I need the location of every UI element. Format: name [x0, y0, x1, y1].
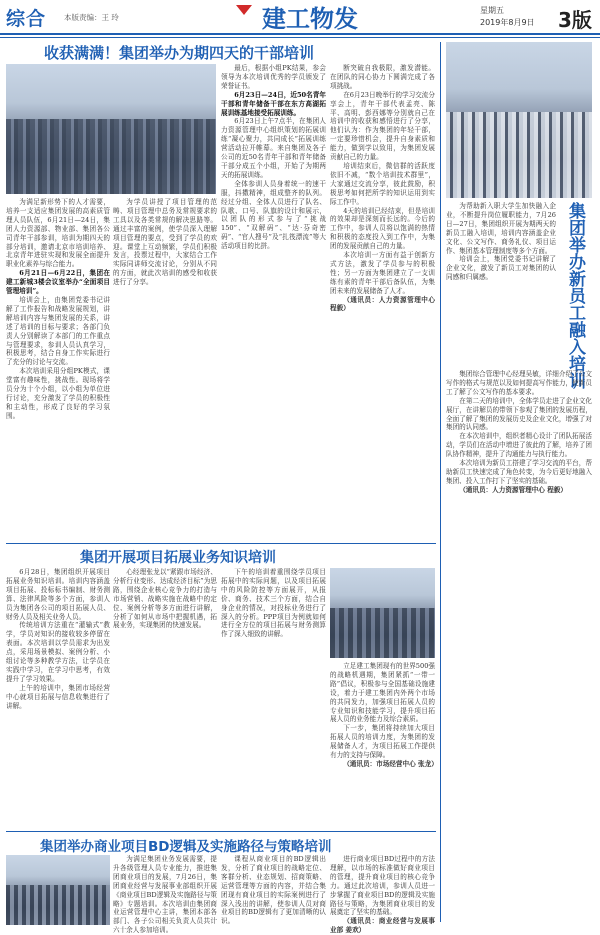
paragraph: 4天的培训已经结束，但是培训的效果却是深刻而长远的。今后的工作中，参训人员将以饱满的热情和积极的态度投入到工作中，为集团的发展贡献自己的力量。 — [330, 206, 435, 251]
paragraph: 上午的培训中，集团市场经营中心就项目拓展与信息收集进行了讲解。 — [6, 683, 110, 710]
article1-column-1b — [113, 198, 217, 541]
subheading: 6月21日—6月22日，集团在建工新城3楼会议室举办“全面项目管理培训”。 — [6, 269, 110, 296]
article3-column-1 — [113, 855, 217, 935]
page-number: 3版 — [558, 8, 592, 32]
article3-rule — [6, 831, 436, 832]
article3-title: 集团举办商业项目BD逻辑及实施路径与策略培训 — [40, 839, 332, 855]
article2-title: 集团开展项目拓展业务知识培训 — [80, 550, 276, 566]
article1-byline: （通讯员：人力资源管理中心 程毅） — [330, 295, 435, 313]
paragraph: 最后，根据小组PK结果，参会领导为本次培训优秀的学员颁发了荣誉证书。 — [221, 64, 326, 90]
paragraph: 集团综合管理中心经理吴敏，详细介绍了公文写作的格式与规范以及如何提高写作能力，使新员工了解了公文写作的基本要求。 — [446, 370, 592, 396]
paragraph: 6月23日上午7点半，在集团人力资源管理中心组织策划的拓展训练“凝心聚力，共同成长”拓展训练营活动拉开帷幕。来自集团及各子公司的近50名青年干部和青年储备干部分成五个小组，开始了为期两天的拓展训练。 — [221, 117, 326, 179]
article1-column-2 — [221, 64, 326, 541]
paragraph: 在本次培训中，组织者精心设计了团队拓展活动，学员们在活动中增进了彼此的了解，培养了团队协作精神，提升了沟通能力与执行能力。 — [446, 432, 592, 459]
article1-photo — [6, 64, 216, 194]
paragraph: 立足建工集团现有的世界500强的战略机遇期，集团紧抓“一带一路”倡议，积极参与全国基础设施建设，着力于建工集团内外两个市场的共同发力，加强项目拓展人员的专业知识和技能学习，提升项目拓展人员的业务能力及综合素质。 — [330, 662, 435, 724]
sidebar-divider — [440, 42, 441, 922]
article1-title: 收获满满！集团举办为期四天的干部培训 — [44, 44, 315, 62]
paragraph: 传统培训方法重在“灌输式”教学，学员对知识的接收较多停留在表面。本次培训以学员需求为出发点，采用场景模拟、案例分析、小组讨论等多种教学方法，让学员在实践中学习，在学习中思考，有效提升了学习效果。 — [6, 621, 110, 683]
paragraph: 下一步，集团将持续加大项目拓展人员的培训力度，为集团的发展储备人才，为项目拓展工作提供有力的支持与保障。 — [330, 724, 435, 760]
article2-column-4 — [330, 662, 438, 828]
article2-column-2 — [113, 568, 217, 828]
header-rule-thin — [0, 37, 600, 38]
paragraph: 在第二天的培训中，全体学员走进了企业文化展厅，在讲解员的带领下参观了集团的发展历程，全面了解了集团的发展历史及企业文化，增强了对集团的认同感。 — [446, 396, 592, 432]
sidebar-byline: （通讯员：人力资源管理中心 程毅） — [459, 485, 567, 494]
paragraph: 培训结束后，微信群的活跃度依旧不减，“数个培训技术群里”，大家通过交流分享，彼此鼓励，积极思考如何把所学的知识运用到实际工作中。 — [330, 161, 435, 206]
article3-photo — [6, 855, 110, 925]
issue-weekday: 星期五 — [480, 6, 504, 15]
sidebar-column-top — [446, 202, 556, 367]
article2-photo — [330, 568, 435, 658]
article2-byline: （通讯员：市场经营中心 张龙） — [343, 759, 438, 768]
paragraph: 本次培训一方面有益于创新方式方法，激发了学员参与的积极性；另一方面为集团建立了一支训练有素的青年干部后备队伍，为集团未来的发展储备了人才。 — [330, 251, 435, 295]
subheading: 6月23日—24日，近50名青年干部和青年储备干部在东方高湖拓展训练基地接受拓展训练。 — [221, 90, 326, 117]
article3-byline: （通讯员：商业经营与发展事业部 姜欢） — [330, 917, 435, 935]
issue-date: 2019年8月9日 — [480, 18, 535, 27]
article1-column-3 — [330, 64, 435, 541]
paragraph: 为满足新形势下的人才需要，培养一支适应集团发展的高素质管理人员队伍，6月21日—24日，集团人力资源部、物业部、集团各公司青年干部参训，培训为期四天的部分培训，邀请北京市培训培养、北京青年进驻实现和发展全面提升职业化素养与综合能力。 — [6, 198, 110, 269]
header-rule — [0, 33, 600, 35]
paragraph: 下午的培训着重围绕学员项目拓展中的实际问题，以及项目拓展中的风险防控等方面展开，从报价、商务、技术三个方面，结合自身企业的情况，对投标业务进行了深入的分析。PPP项目为例就如何进行全方位的项目拓展与财务测算作了深入细致的讲解。 — [221, 568, 326, 639]
paragraph: 进行商业项目BD过程中的方法理解，以市场的标准做好商业项目的管理，提升商业项目的核心竞争力。通过此次培训，参训人员进一步掌握了商业项目BD的逻辑及实施路径与策略，为集团商业项目的发展奠定了坚实的基础。 — [330, 855, 435, 917]
page-editor: 本版责编：王 玲 — [64, 13, 119, 22]
masthead-logo — [232, 1, 370, 34]
paragraph: 在6月23日晚举行的学习交流分享会上，青年干部代表孟亮、陈平、高明、彭西娜等分别就自己在培训中的收获和感悟进行了分享，他们认为：作为集团的年轻干部，一定要珍惜机会，提升自身素质和能力，做到学以致用，为集团发展贡献自己的力量。 — [330, 90, 435, 162]
paragraph: 本次培训采用分组PK模式，课堂富有趣味性，挑战性。现场将学员分为十个小组，以小组为单位进行讨论，充分激发了学员的积极性和主动性，形成了良好的学习氛围。 — [6, 367, 110, 420]
article1-column-1 — [6, 198, 110, 541]
paragraph: 培训会上，集团党委书记讲解了企业文化，激发了新员工对集团的认同感和归属感。 — [446, 255, 556, 282]
article2-column-3 — [221, 568, 326, 828]
article3-column-2 — [221, 855, 326, 927]
article2-column-1 — [6, 568, 110, 828]
paragraph: 课程从商业项目的BD逻辑出发，分析了商业项目的战略定位、客群分析、业态规划、招商策略、运营管理等方面的内容，并结合集团现有商业项目的实际案例进行了深入浅出的讲解，使参训人员对商业项目的BD逻辑有了更加清晰的认识。 — [221, 855, 326, 926]
paragraph: 为学员讲授了项目管理的范畴、项目管理中总务及常规要求的工具以及各类常规的解决思路等。通过丰富的案例，使学员深入理解项目管理的要点，受到了学员的欢迎。课堂上互动频繁，学员们积极发言，投票过程中，大家结合工作实际同讲师交流讨论，分别从不同的方面，就此次培训的感受和收获进行了分享。 — [113, 198, 217, 287]
paragraph: 6月28日，集团组织开展项目拓展业务知识培训。培训内容涵盖项目拓展、投标标书编制、财务测算、法律风险等多个方面，参训人员为集团各公司的项目拓展人员、财务人员及相关业务人员。 — [6, 568, 110, 621]
paragraph: 本次培训为新员工搭建了学习交流的平台，帮助新员工快速完成了角色转变，为今后更好地融入集团、投入工作打下了坚实的基础。 — [446, 459, 592, 485]
paragraph: 培训会上，由集团党委书记讲解了工作报告和战略发展规划，讲解培训内容与集团发展的关系，讲述了培训的目标与要求；各部门负责人分别解读了本部门的工作重点与管理要求，参训人员认真学习，积极思考，结合自身工作实际进行了充分的讨论与交流。 — [6, 295, 110, 367]
sidebar-photo — [446, 42, 592, 198]
sidebar-title: 集团举办新员工融入培训 — [565, 202, 585, 389]
paragraph: 断突破自我极限，激发潜能。在团队的同心协力下圆满完成了各项挑战。 — [330, 64, 435, 90]
paragraph: 为帮助新入职大学生加快融入企业，不断提升岗位履职能力，7月26日—27日，集团组织开展为期两天的新员工融入培训，培训内容涵盖企业文化、公文写作、商务礼仪、项目运作、集团基本管理制度等多个方面。 — [446, 202, 556, 255]
section-title: 综合 — [6, 8, 47, 30]
paragraph: 为满足集团业务发展需要，提升各级管理人员专业能力，推进集团商业项目的发展，7月26日，集团商业经营与发展事业部组织开展《商业项目BD逻辑及实施路径与策略》专题培训。本次培训由集团商业运营管理中心主讲，集团本部各部门、各子公司相关负责人员共计六十余人参加培训。 — [113, 855, 217, 935]
article2-rule — [6, 543, 436, 544]
article3-column-3 — [330, 855, 435, 935]
paragraph: 心经理张龙以“紧跟市场经济、分析行业变形、达成经济目标”为思路，围绕企业核心竞争力的打造与市场营销、战略实施在战略中的定位、案例分析等多方面进行讲解，分析了如何从市场中把握机遇，拓展业务，实现集团的快速发展。 — [113, 568, 217, 630]
sidebar-column-bottom — [446, 370, 592, 922]
paragraph: 全体参训人员身着统一的速干服，抖擞精神，组成整齐的队列。经过分组、全体人员进行了队名、队歌、口号、队旗的设计和展示，以团队的形式参与了“挑战150”、“双解码”、“达·芬奇密码”、“官人搜号”及“扎筏漂流”等大活动项目的比拼。 — [221, 179, 326, 251]
masthead-text: 建工物发 — [262, 5, 358, 33]
